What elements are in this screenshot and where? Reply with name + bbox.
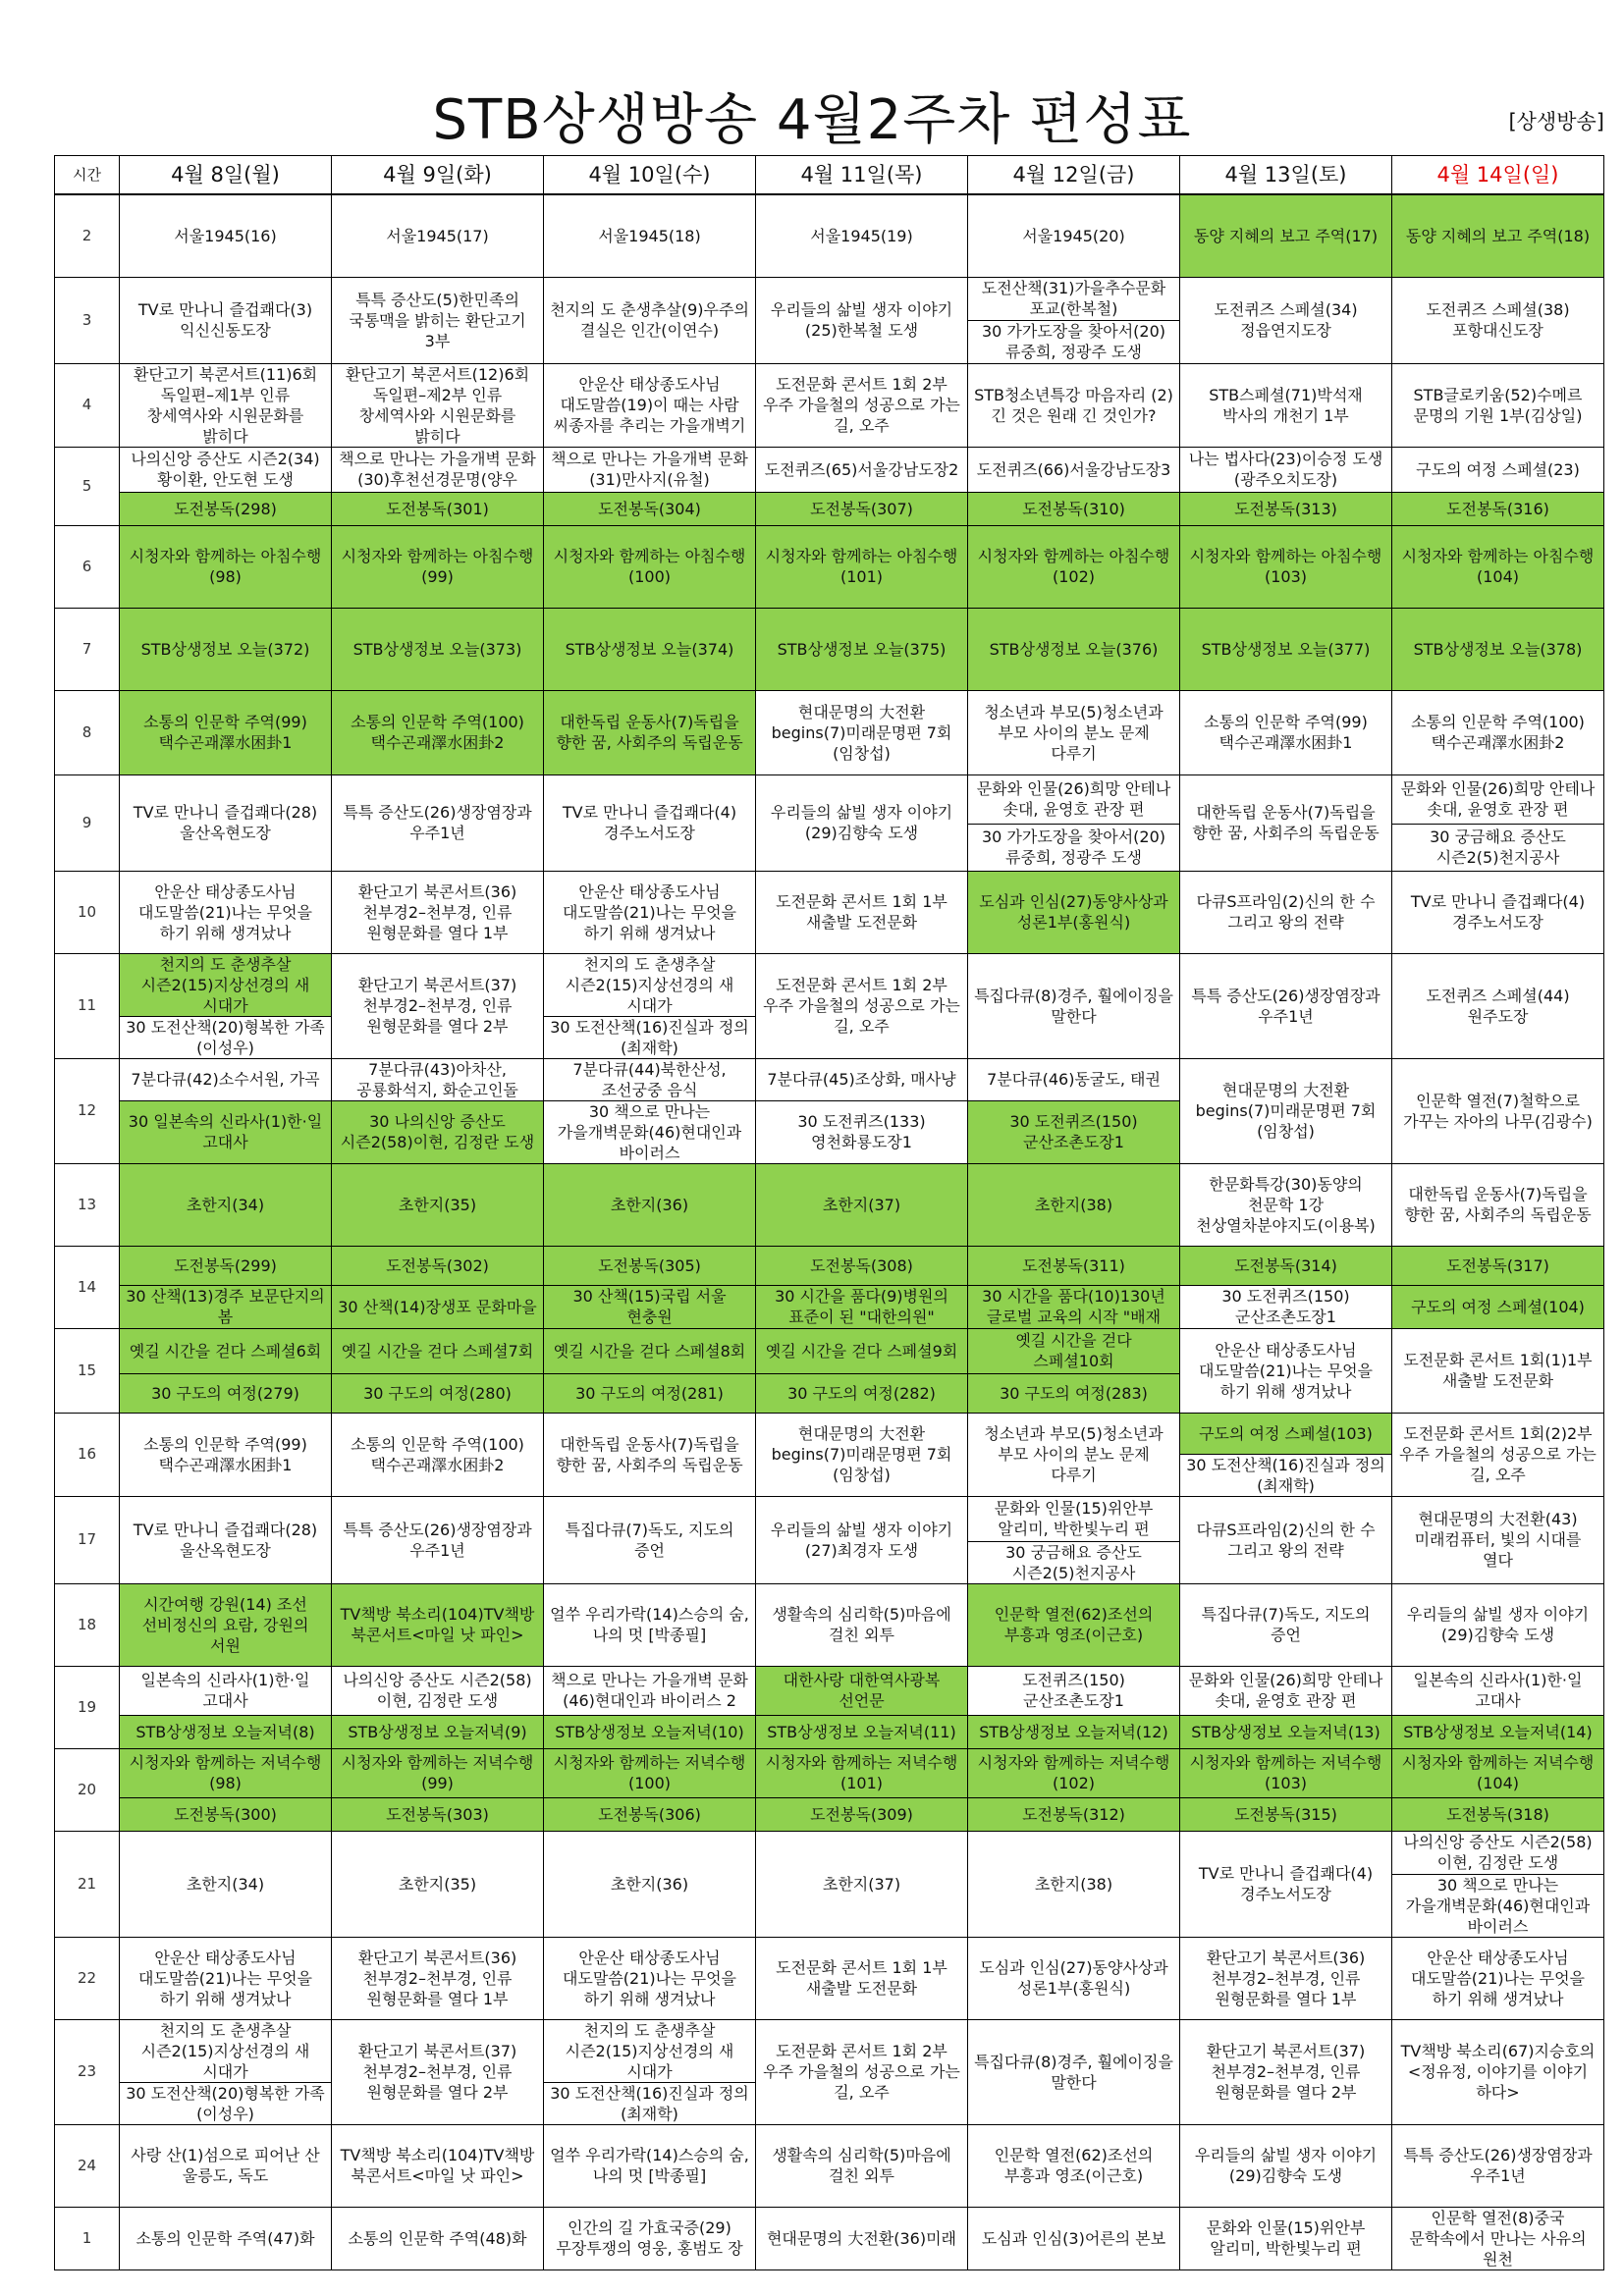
program-cell: 동양 지혜의 보고 주역(18) bbox=[1392, 194, 1604, 277]
program-cell: 도전봉독(315) bbox=[1180, 1797, 1392, 1831]
program-cell: 도전봉독(302) bbox=[332, 1246, 544, 1285]
program-cell: 옛길 시간을 걷다 스페셜9회 bbox=[756, 1328, 968, 1373]
column-header-wed: 4월 10일(수) bbox=[544, 156, 756, 195]
table-row bbox=[55, 277, 1604, 320]
program-cell: 구도의 여정 스페셜(23) bbox=[1392, 447, 1604, 492]
program-cell: 소통의 인문학 주역(100)택수곤괘澤水困卦2 bbox=[332, 1413, 544, 1496]
time-slot-cell: 21 bbox=[55, 1831, 120, 1937]
schedule-table bbox=[54, 155, 1604, 2270]
program-cell: STB글로키움(52)수메르 문명의 기원 1부(김상일) bbox=[1392, 363, 1604, 447]
program-cell: 도전문화 콘서트 1회 2부 우주 가을철의 성공으로 가는 길, 오주 bbox=[756, 953, 968, 1058]
program-cell: 특집다큐(7)독도, 지도의 증언 bbox=[544, 1496, 756, 1583]
table-row bbox=[55, 1058, 1604, 1100]
program-cell: 도전봉독(312) bbox=[968, 1797, 1180, 1831]
program-cell: STB상생정보 오늘저녁(8) bbox=[120, 1715, 332, 1748]
program-cell: 초한지(36) bbox=[544, 1163, 756, 1246]
table-row bbox=[55, 1937, 1604, 2019]
program-cell: 옛길 시간을 걷다 스페셜8회 bbox=[544, 1328, 756, 1373]
program-cell: 대한독립 운동사(7)독립을 향한 꿈, 사회주의 독립운동 bbox=[1392, 1163, 1604, 1246]
program-cell: 도전봉독(317) bbox=[1392, 1246, 1604, 1285]
program-cell: 인문학 열전(7)철학으로 가꾸는 자아의 나무(김광수) bbox=[1392, 1058, 1604, 1163]
program-cell: 구도의 여정 스페셜(104) bbox=[1392, 1285, 1604, 1328]
program-cell: 안운산 태상종도사님 대도말씀(21)나는 무엇을 하기 위해 생겨났나 bbox=[1392, 1937, 1604, 2019]
program-cell: STB상생정보 오늘(374) bbox=[544, 608, 756, 690]
program-cell: 도전문화 콘서트 1회 1부 새출발 도전문화 bbox=[756, 1937, 968, 2019]
program-cell: 도심과 인심(27)동양사상과 성론1부(홍원식) bbox=[968, 1937, 1180, 2019]
program-cell: 현대문명의 大전환 begins(7)미래문명편 7회(임창섭) bbox=[756, 1413, 968, 1496]
program-cell: 환단고기 북콘서트(37)천부경2–천부경, 인류 원형문화를 열다 2부 bbox=[1180, 2019, 1392, 2124]
column-header-mon: 4월 8일(월) bbox=[120, 156, 332, 195]
program-cell: 도전봉독(314) bbox=[1180, 1246, 1392, 1285]
program-cell: 문화와 인물(26)희망 안테나 솟대, 윤영호 관장 편 bbox=[1392, 774, 1604, 824]
program-cell: 30 일본속의 신라사(1)한·일 고대사 bbox=[120, 1100, 332, 1163]
program-cell: 시청자와 함께하는 저녁수행(98) bbox=[120, 1748, 332, 1797]
program-cell: 우리들의 삶빌 생자 이야기(29)김향숙 도생 bbox=[1180, 2124, 1392, 2207]
program-cell: 옛길 시간을 걷다 스페셜10회 bbox=[968, 1328, 1180, 1373]
table-row bbox=[55, 1413, 1604, 1454]
table-row bbox=[55, 1831, 1604, 1874]
program-cell: 시청자와 함께하는 아침수행(99) bbox=[332, 525, 544, 608]
program-cell: 인간의 길 가효국증(29)무장투쟁의 영웅, 홍범도 장 bbox=[544, 2207, 756, 2269]
program-cell: TV로 만나니 즐겁쾌다(4)경주노서도장 bbox=[1392, 871, 1604, 953]
column-header-sun: 4월 14일(일) bbox=[1392, 156, 1604, 195]
program-cell: 도전봉독(298) bbox=[120, 492, 332, 525]
program-cell: TV로 만나니 즐겁쾌다(4)경주노서도장 bbox=[1180, 1831, 1392, 1937]
time-slot-cell: 15 bbox=[55, 1328, 120, 1413]
program-cell: 천지의 도 춘생추살 시즌2(15)지상선경의 새 시대가 bbox=[544, 953, 756, 1016]
program-cell: STB상생정보 오늘저녁(10) bbox=[544, 1715, 756, 1748]
program-cell: 특집다큐(8)경주, 훨에이징을 말한다 bbox=[968, 953, 1180, 1058]
program-cell: 시청자와 함께하는 아침수행(102) bbox=[968, 525, 1180, 608]
program-cell: 옛길 시간을 걷다 스페셜6회 bbox=[120, 1328, 332, 1373]
program-cell: 얼쑤 우리가락(14)스승의 숨, 나의 멋 [박종필] bbox=[544, 1583, 756, 1666]
table-row bbox=[55, 2124, 1604, 2207]
program-cell: 현대문명의 大전환 begins(7)미래문명편 7회(임창섭) bbox=[756, 690, 968, 774]
program-cell: 30 도전퀴즈(150)군산조촌도장1 bbox=[968, 1100, 1180, 1163]
program-cell: STB상생정보 오늘(372) bbox=[120, 608, 332, 690]
time-slot-cell: 9 bbox=[55, 774, 120, 871]
program-cell: 서울1945(16) bbox=[120, 194, 332, 277]
program-cell: 안운산 태상종도사님 대도말씀(21)나는 무엇을 하기 위해 생겨났나 bbox=[120, 1937, 332, 2019]
table-row bbox=[55, 953, 1604, 1016]
table-row bbox=[55, 1328, 1604, 1373]
program-cell: 초한지(37) bbox=[756, 1831, 968, 1937]
program-cell: 문화와 인물(26)희망 안테나 솟대, 윤영호 관장 편 bbox=[968, 774, 1180, 824]
program-cell: 특특 증산도(26)생장염장과 우주1년 bbox=[1392, 2124, 1604, 2207]
column-header-time: 시간 bbox=[55, 156, 120, 195]
program-cell: STB상생정보 오늘저녁(9) bbox=[332, 1715, 544, 1748]
program-cell: 30 가가도장을 찾아서(20)류중희, 정광주 도생 bbox=[968, 320, 1180, 363]
program-cell: 도전문화 콘서트 1회(2)2부 우주 가을철의 성공으로 가는 길, 오주 bbox=[1392, 1413, 1604, 1496]
time-slot-cell: 24 bbox=[55, 2124, 120, 2207]
program-cell: 7분다큐(42)소수서원, 가곡 bbox=[120, 1058, 332, 1100]
program-cell: 청소년과 부모(5)청소년과 부모 사이의 분노 문제 다루기 bbox=[968, 1413, 1180, 1496]
program-cell: 소통의 인문학 주역(99)택수곤괘澤水困卦1 bbox=[1180, 690, 1392, 774]
program-cell: 한문화특강(30)동양의 천문학 1강 천상열차분야지도(이용복) bbox=[1180, 1163, 1392, 1246]
program-cell: 도전봉독(301) bbox=[332, 492, 544, 525]
program-cell: 안운산 태상종도사님 대도말씀(19)이 때는 사람 씨종자를 추리는 가을개벽기 bbox=[544, 363, 756, 447]
program-cell: 시청자와 함께하는 아침수행(98) bbox=[120, 525, 332, 608]
program-cell: 우리들의 삶빌 생자 이야기(27)최경자 도생 bbox=[756, 1496, 968, 1583]
program-cell: 소통의 인문학 주역(48)화 bbox=[332, 2207, 544, 2269]
program-cell: 안운산 태상종도사님 대도말씀(21)나는 무엇을 하기 위해 생겨났나 bbox=[120, 871, 332, 953]
time-slot-cell: 3 bbox=[55, 277, 120, 363]
column-header-fri: 4월 12일(금) bbox=[968, 156, 1180, 195]
table-row bbox=[55, 1748, 1604, 1797]
table-row bbox=[55, 194, 1604, 277]
program-cell: 소통의 인문학 주역(99)택수곤괘澤水困卦1 bbox=[120, 690, 332, 774]
program-cell: 대한독립 운동사(7)독립을 향한 꿈, 사회주의 독립운동 bbox=[1180, 774, 1392, 871]
program-cell: 현대문명의 大전환(43)미래컴퓨터, 빛의 시대를 열다 bbox=[1392, 1496, 1604, 1583]
program-cell: 생활속의 심리학(5)마음에 걸친 외투 bbox=[756, 2124, 968, 2207]
program-cell: 서울1945(18) bbox=[544, 194, 756, 277]
program-cell: 다큐S프라임(2)신의 한 수 그리고 왕의 전략 bbox=[1180, 871, 1392, 953]
program-cell: 30 도전산책(16)진실과 정의(최재학) bbox=[1180, 1454, 1392, 1496]
program-cell: 초한지(38) bbox=[968, 1163, 1180, 1246]
program-cell: 천지의 도 춘생추살(9)우주의 결실은 인간(이연수) bbox=[544, 277, 756, 363]
table-row bbox=[55, 492, 1604, 525]
time-slot-cell: 17 bbox=[55, 1496, 120, 1583]
time-slot-cell: 13 bbox=[55, 1163, 120, 1246]
program-cell: 30 산책(15)국립 서울 현충원 bbox=[544, 1285, 756, 1328]
program-cell: 환단고기 북콘서트(36)천부경2–천부경, 인류 원형문화를 열다 1부 bbox=[332, 1937, 544, 2019]
program-cell: 30 구도의 여정(281) bbox=[544, 1373, 756, 1413]
program-cell: 도전봉독(300) bbox=[120, 1797, 332, 1831]
table-row bbox=[55, 608, 1604, 690]
program-cell: 대한독립 운동사(7)독립을 향한 꿈, 사회주의 독립운동 bbox=[544, 690, 756, 774]
program-cell: 도전문화 콘서트 1회 2부 우주 가을철의 성공으로 가는 길, 오주 bbox=[756, 363, 968, 447]
program-cell: 특특 증산도(5)한민족의 국통맥을 밝히는 환단고기 3부 bbox=[332, 277, 544, 363]
time-slot-cell: 19 bbox=[55, 1666, 120, 1748]
program-cell: 특특 증산도(26)생장염장과 우주1년 bbox=[332, 1496, 544, 1583]
program-cell: 30 도전산책(20)형복한 가족(이성우) bbox=[120, 1016, 332, 1058]
program-cell: 시청자와 함께하는 아침수행(103) bbox=[1180, 525, 1392, 608]
time-slot-cell: 11 bbox=[55, 953, 120, 1058]
program-cell: STB스페셜(71)박석재 박사의 개천기 1부 bbox=[1180, 363, 1392, 447]
program-cell: TV로 만나니 즐겁쾌다(28)울산옥현도장 bbox=[120, 1496, 332, 1583]
program-cell: 천지의 도 춘생추살 시즌2(15)지상선경의 새 시대가 bbox=[120, 953, 332, 1016]
program-cell: STB상생정보 오늘(377) bbox=[1180, 608, 1392, 690]
program-cell: 도전퀴즈(65)서울강남도장2 bbox=[756, 447, 968, 492]
program-cell: 초한지(38) bbox=[968, 1831, 1180, 1937]
program-cell: 30 구도의 여정(280) bbox=[332, 1373, 544, 1413]
program-cell: 도전문화 콘서트 1회(1)1부 새출발 도전문화 bbox=[1392, 1328, 1604, 1413]
program-cell: 30 산책(13)경주 보문단지의 봄 bbox=[120, 1285, 332, 1328]
program-cell: 초한지(34) bbox=[120, 1831, 332, 1937]
program-cell: 서울1945(17) bbox=[332, 194, 544, 277]
program-cell: 30 도전퀴즈(150)군산조촌도장1 bbox=[1180, 1285, 1392, 1328]
program-cell: 초한지(37) bbox=[756, 1163, 968, 1246]
program-cell: 현대문명의 大전환 begins(7)미래문명편 7회(임창섭) bbox=[1180, 1058, 1392, 1163]
program-cell: STB상생정보 오늘저녁(11) bbox=[756, 1715, 968, 1748]
program-cell: 7분다큐(46)동굴도, 태권 bbox=[968, 1058, 1180, 1100]
program-cell: 사랑 산(1)섬으로 피어난 산 울릉도, 독도 bbox=[120, 2124, 332, 2207]
program-cell: STB상생정보 오늘저녁(12) bbox=[968, 1715, 1180, 1748]
program-cell: 일본속의 신라사(1)한·일 고대사 bbox=[1392, 1666, 1604, 1715]
program-cell: 30 도전퀴즈(133)영천화룡도장1 bbox=[756, 1100, 968, 1163]
program-cell: 특집다큐(8)경주, 훨에이징을 말한다 bbox=[968, 2019, 1180, 2124]
program-cell: 시청자와 함께하는 저녁수행(99) bbox=[332, 1748, 544, 1797]
program-cell: 도전봉독(318) bbox=[1392, 1797, 1604, 1831]
program-cell: 안운산 태상종도사님 대도말씀(21)나는 무엇을 하기 위해 생겨났나 bbox=[544, 871, 756, 953]
program-cell: TV로 만나니 즐겁쾌다(28)울산옥현도장 bbox=[120, 774, 332, 871]
program-cell: 30 궁금해요 증산도 시즌2(5)천지공사 bbox=[968, 1541, 1180, 1583]
time-slot-cell: 10 bbox=[55, 871, 120, 953]
table-row bbox=[55, 1583, 1604, 1666]
time-slot-cell: 5 bbox=[55, 447, 120, 525]
table-row bbox=[55, 1496, 1604, 1541]
table-row bbox=[55, 774, 1604, 824]
time-slot-cell: 2 bbox=[55, 194, 120, 277]
program-cell: 천지의 도 춘생추살 시즌2(15)지상선경의 새 시대가 bbox=[120, 2019, 332, 2082]
program-cell: 특특 증산도(26)생장염장과 우주1년 bbox=[332, 774, 544, 871]
column-header-sat: 4월 13일(토) bbox=[1180, 156, 1392, 195]
program-cell: 문화와 인물(26)희망 안테나 솟대, 윤영호 관장 편 bbox=[1180, 1666, 1392, 1715]
program-cell: TV로 만나니 즐겁쾌다(3)익신신동도장 bbox=[120, 277, 332, 363]
program-cell: 동양 지혜의 보고 주역(17) bbox=[1180, 194, 1392, 277]
program-cell: 도전봉독(306) bbox=[544, 1797, 756, 1831]
program-cell: 소통의 인문학 주역(100)택수곤괘澤水困卦2 bbox=[1392, 690, 1604, 774]
channel-tag: [상생방송] bbox=[1508, 110, 1604, 133]
table-row bbox=[55, 2019, 1604, 2082]
table-row bbox=[55, 1163, 1604, 1246]
program-cell: 시청자와 함께하는 저녁수행(102) bbox=[968, 1748, 1180, 1797]
program-cell: 특특 증산도(26)생장염장과 우주1년 bbox=[1180, 953, 1392, 1058]
column-header-thu: 4월 11일(목) bbox=[756, 156, 968, 195]
program-cell: 환단고기 북콘서트(36)천부경2–천부경, 인류 원형문화를 열다 1부 bbox=[1180, 1937, 1392, 2019]
program-cell: 30 책으로 만나는 가을개벽문화(46)현대인과 바이러스 bbox=[544, 1100, 756, 1163]
program-cell: 우리들의 삶빌 생자 이야기(25)한복철 도생 bbox=[756, 277, 968, 363]
table-row bbox=[55, 1666, 1604, 1715]
program-cell: 문화와 인물(15)위안부 알리미, 박한빛누리 편 bbox=[968, 1496, 1180, 1541]
program-cell: 30 가가도장을 찾아서(20)류중희, 정광주 도생 bbox=[968, 824, 1180, 871]
program-cell: 소통의 인문학 주역(100)택수곤괘澤水困卦2 bbox=[332, 690, 544, 774]
program-cell: 안운산 태상종도사님 대도말씀(21)나는 무엇을 하기 위해 생겨났나 bbox=[1180, 1328, 1392, 1413]
program-cell: 도전봉독(309) bbox=[756, 1797, 968, 1831]
program-cell: 환단고기 북콘서트(12)6회 독일편–제2부 인류 창세역사와 시원문화를 밝히다 bbox=[332, 363, 544, 447]
program-cell: 시청자와 함께하는 아침수행(104) bbox=[1392, 525, 1604, 608]
program-cell: 특집다큐(7)독도, 지도의 증언 bbox=[1180, 1583, 1392, 1666]
program-cell: 우리들의 삶빌 생자 이야기(29)김향숙 도생 bbox=[1392, 1583, 1604, 1666]
program-cell: 도심과 인심(27)동양사상과 성론1부(홍원식) bbox=[968, 871, 1180, 953]
time-slot-cell: 8 bbox=[55, 690, 120, 774]
program-cell: 대한사랑 대한역사광복 선언문 bbox=[756, 1666, 968, 1715]
program-cell: 초한지(34) bbox=[120, 1163, 332, 1246]
program-cell: TV책방 북소리(67)지승호의 <정유정, 이야기를 이야기 하다> bbox=[1392, 2019, 1604, 2124]
program-cell: 서울1945(19) bbox=[756, 194, 968, 277]
program-cell: 도전봉독(299) bbox=[120, 1246, 332, 1285]
program-cell: 초한지(35) bbox=[332, 1163, 544, 1246]
program-cell: 초한지(36) bbox=[544, 1831, 756, 1937]
program-cell: 시청자와 함께하는 아침수행(101) bbox=[756, 525, 968, 608]
program-cell: 생활속의 심리학(5)마음에 걸친 외투 bbox=[756, 1583, 968, 1666]
program-cell: 나의신앙 증산도 시즌2(58)이현, 김정란 도생 bbox=[332, 1666, 544, 1715]
program-cell: 도전봉독(311) bbox=[968, 1246, 1180, 1285]
program-cell: 도전봉독(304) bbox=[544, 492, 756, 525]
program-cell: 7분다큐(44)북한산성, 조선궁중 음식 bbox=[544, 1058, 756, 1100]
page-title: STB상생방송 4월2주차 편성표 bbox=[432, 88, 1192, 152]
table-row bbox=[55, 690, 1604, 774]
program-cell: 30 구도의 여정(279) bbox=[120, 1373, 332, 1413]
time-slot-cell: 4 bbox=[55, 363, 120, 447]
program-cell: 인문학 열전(62)조선의 부흥과 영조(이근호) bbox=[968, 2124, 1180, 2207]
program-cell: 서울1945(20) bbox=[968, 194, 1180, 277]
time-slot-cell: 7 bbox=[55, 608, 120, 690]
program-cell: 나의신앙 증산도 시즌2(58)이현, 김정란 도생 bbox=[1392, 1831, 1604, 1874]
time-slot-cell: 23 bbox=[55, 2019, 120, 2124]
program-cell: TV로 만나니 즐겁쾌다(4)경주노서도장 bbox=[544, 774, 756, 871]
program-cell: 환단고기 북콘서트(37)천부경2–천부경, 인류 원형문화를 열다 2부 bbox=[332, 953, 544, 1058]
program-cell: 도전봉독(313) bbox=[1180, 492, 1392, 525]
program-cell: 30 도전산책(20)형복한 가족(이성우) bbox=[120, 2082, 332, 2124]
program-cell: 7분다큐(45)조상화, 매사냥 bbox=[756, 1058, 968, 1100]
table-row bbox=[55, 1285, 1604, 1328]
table-row bbox=[55, 871, 1604, 953]
program-cell: 30 시간을 품다(10)130년 글로벌 교육의 시작 "배재 bbox=[968, 1285, 1180, 1328]
program-cell: 30 시간을 품다(9)병원의 표준이 된 "대한의원" bbox=[756, 1285, 968, 1328]
program-cell: 초한지(35) bbox=[332, 1831, 544, 1937]
program-cell: 현대문명의 大전환(36)미래 bbox=[756, 2207, 968, 2269]
program-cell: 30 구도의 여정(283) bbox=[968, 1373, 1180, 1413]
program-cell: 도전봉독(308) bbox=[756, 1246, 968, 1285]
program-cell: 시청자와 함께하는 저녁수행(100) bbox=[544, 1748, 756, 1797]
program-cell: 시청자와 함께하는 저녁수행(101) bbox=[756, 1748, 968, 1797]
program-cell: 책으로 만나는 가을개벽 문화(31)만사지(유철) bbox=[544, 447, 756, 492]
program-cell: STB상생정보 오늘(373) bbox=[332, 608, 544, 690]
program-cell: 30 책으로 만나는 가을개벽문화(46)현대인과 바이러스 bbox=[1392, 1874, 1604, 1937]
program-cell: 안운산 태상종도사님 대도말씀(21)나는 무엇을 하기 위해 생겨났나 bbox=[544, 1937, 756, 2019]
table-row bbox=[55, 2207, 1604, 2269]
column-header-tue: 4월 9일(화) bbox=[332, 156, 544, 195]
program-cell: 30 도전산책(16)진실과 정의(최재학) bbox=[544, 2082, 756, 2124]
program-cell: 7분다큐(43)아차산, 공룡화석지, 화순고인돌 bbox=[332, 1058, 544, 1100]
program-cell: 도전봉독(310) bbox=[968, 492, 1180, 525]
program-cell: 30 산책(14)장생포 문화마을 bbox=[332, 1285, 544, 1328]
program-cell: 시청자와 함께하는 저녁수행(104) bbox=[1392, 1748, 1604, 1797]
program-cell: 책으로 만나는 가을개벽 문화(30)후천선경문명(양우 bbox=[332, 447, 544, 492]
program-cell: 도전퀴즈(150)군산조촌도장1 bbox=[968, 1666, 1180, 1715]
table-row bbox=[55, 447, 1604, 492]
program-cell: 환단고기 북콘서트(11)6회 독일편–제1부 인류 창세역사와 시원문화를 밝히다 bbox=[120, 363, 332, 447]
program-cell: 일본속의 신라사(1)한·일 고대사 bbox=[120, 1666, 332, 1715]
program-cell: STB상생정보 오늘(376) bbox=[968, 608, 1180, 690]
program-cell: 소통의 인문학 주역(47)화 bbox=[120, 2207, 332, 2269]
program-cell: 청소년과 부모(5)청소년과 부모 사이의 분노 문제 다루기 bbox=[968, 690, 1180, 774]
program-cell: 옛길 시간을 걷다 스페셜7회 bbox=[332, 1328, 544, 1373]
table-row bbox=[55, 1246, 1604, 1285]
program-cell: STB상생정보 오늘(378) bbox=[1392, 608, 1604, 690]
program-cell: 다큐S프라임(2)신의 한 수 그리고 왕의 전략 bbox=[1180, 1496, 1392, 1583]
program-cell: 도전문화 콘서트 1회 1부 새출발 도전문화 bbox=[756, 871, 968, 953]
program-cell: TV책방 북소리(104)TV책방 북콘서트<마일 낫 파인> bbox=[332, 1583, 544, 1666]
program-cell: 도전봉독(303) bbox=[332, 1797, 544, 1831]
program-cell: 책으로 만나는 가을개벽 문화(46)현대인과 바이러스 2 bbox=[544, 1666, 756, 1715]
time-slot-cell: 22 bbox=[55, 1937, 120, 2019]
program-cell: 천지의 도 춘생추살 시즌2(15)지상선경의 새 시대가 bbox=[544, 2019, 756, 2082]
time-slot-cell: 12 bbox=[55, 1058, 120, 1163]
program-cell: 시간여행 강원(14) 조선 선비정신의 요람, 강원의 서원 bbox=[120, 1583, 332, 1666]
program-cell: 도전봉독(305) bbox=[544, 1246, 756, 1285]
program-cell: 얼쑤 우리가락(14)스승의 숨, 나의 멋 [박종필] bbox=[544, 2124, 756, 2207]
program-cell: 30 구도의 여정(282) bbox=[756, 1373, 968, 1413]
program-cell: 시청자와 함께하는 저녁수행(103) bbox=[1180, 1748, 1392, 1797]
time-slot-cell: 6 bbox=[55, 525, 120, 608]
program-cell: 나는 법사다(23)이승정 도생(광주오치도장) bbox=[1180, 447, 1392, 492]
program-cell: 도전봉독(316) bbox=[1392, 492, 1604, 525]
program-cell: 도전문화 콘서트 1회 2부 우주 가을철의 성공으로 가는 길, 오주 bbox=[756, 2019, 968, 2124]
program-cell: 30 도전산책(16)진실과 정의(최재학) bbox=[544, 1016, 756, 1058]
program-cell: STB상생정보 오늘저녁(13) bbox=[1180, 1715, 1392, 1748]
program-cell: 도전퀴즈(66)서울강남도장3 bbox=[968, 447, 1180, 492]
program-cell: 구도의 여정 스페셜(103) bbox=[1180, 1413, 1392, 1454]
program-cell: 도전봉독(307) bbox=[756, 492, 968, 525]
program-cell: 환단고기 북콘서트(37)천부경2–천부경, 인류 원형문화를 열다 2부 bbox=[332, 2019, 544, 2124]
program-cell: 시청자와 함께하는 아침수행(100) bbox=[544, 525, 756, 608]
program-cell: 30 궁금해요 증산도 시즌2(5)천지공사 bbox=[1392, 824, 1604, 871]
time-slot-cell: 16 bbox=[55, 1413, 120, 1496]
program-cell: 환단고기 북콘서트(36)천부경2–천부경, 인류 원형문화를 열다 1부 bbox=[332, 871, 544, 953]
program-cell: 30 나의신앙 증산도 시즌2(58)이현, 김정란 도생 bbox=[332, 1100, 544, 1163]
table-row bbox=[55, 525, 1604, 608]
program-cell: 도전퀴즈 스페셜(34)정읍연지도장 bbox=[1180, 277, 1392, 363]
program-cell: 문화와 인물(15)위안부 알리미, 박한빛누리 편 bbox=[1180, 2207, 1392, 2269]
program-cell: 도심과 인심(3)어른의 본보 bbox=[968, 2207, 1180, 2269]
table-row bbox=[55, 1715, 1604, 1748]
program-cell: STB상생정보 오늘(375) bbox=[756, 608, 968, 690]
program-cell: 도전산책(31)가을추수문화 포교(한복철) bbox=[968, 277, 1180, 320]
table-row bbox=[55, 1797, 1604, 1831]
program-cell: 나의신앙 증산도 시즌2(34)황이환, 안도현 도생 bbox=[120, 447, 332, 492]
program-cell: 대한독립 운동사(7)독립을 향한 꿈, 사회주의 독립운동 bbox=[544, 1413, 756, 1496]
program-cell: 도전퀴즈 스페셜(44)원주도장 bbox=[1392, 953, 1604, 1058]
time-slot-cell: 20 bbox=[55, 1748, 120, 1831]
program-cell: 도전퀴즈 스페셜(38)포항대신도장 bbox=[1392, 277, 1604, 363]
program-cell: 인문학 열전(62)조선의 부흥과 영조(이근호) bbox=[968, 1583, 1180, 1666]
time-slot-cell: 18 bbox=[55, 1583, 120, 1666]
time-slot-cell: 14 bbox=[55, 1246, 120, 1328]
program-cell: TV책방 북소리(104)TV책방 북콘서트<마일 낫 파인> bbox=[332, 2124, 544, 2207]
header-row bbox=[55, 156, 1604, 195]
program-cell: STB상생정보 오늘저녁(14) bbox=[1392, 1715, 1604, 1748]
program-cell: 우리들의 삶빌 생자 이야기(29)김향숙 도생 bbox=[756, 774, 968, 871]
program-cell: 소통의 인문학 주역(99)택수곤괘澤水困卦1 bbox=[120, 1413, 332, 1496]
program-cell: STB청소년특강 마음자리 (2)긴 것은 원래 긴 것인가? bbox=[968, 363, 1180, 447]
table-row bbox=[55, 363, 1604, 447]
program-cell: 인문학 열전(8)중국 문학속에서 만나는 사유의 원천 bbox=[1392, 2207, 1604, 2269]
time-slot-cell: 1 bbox=[55, 2207, 120, 2269]
